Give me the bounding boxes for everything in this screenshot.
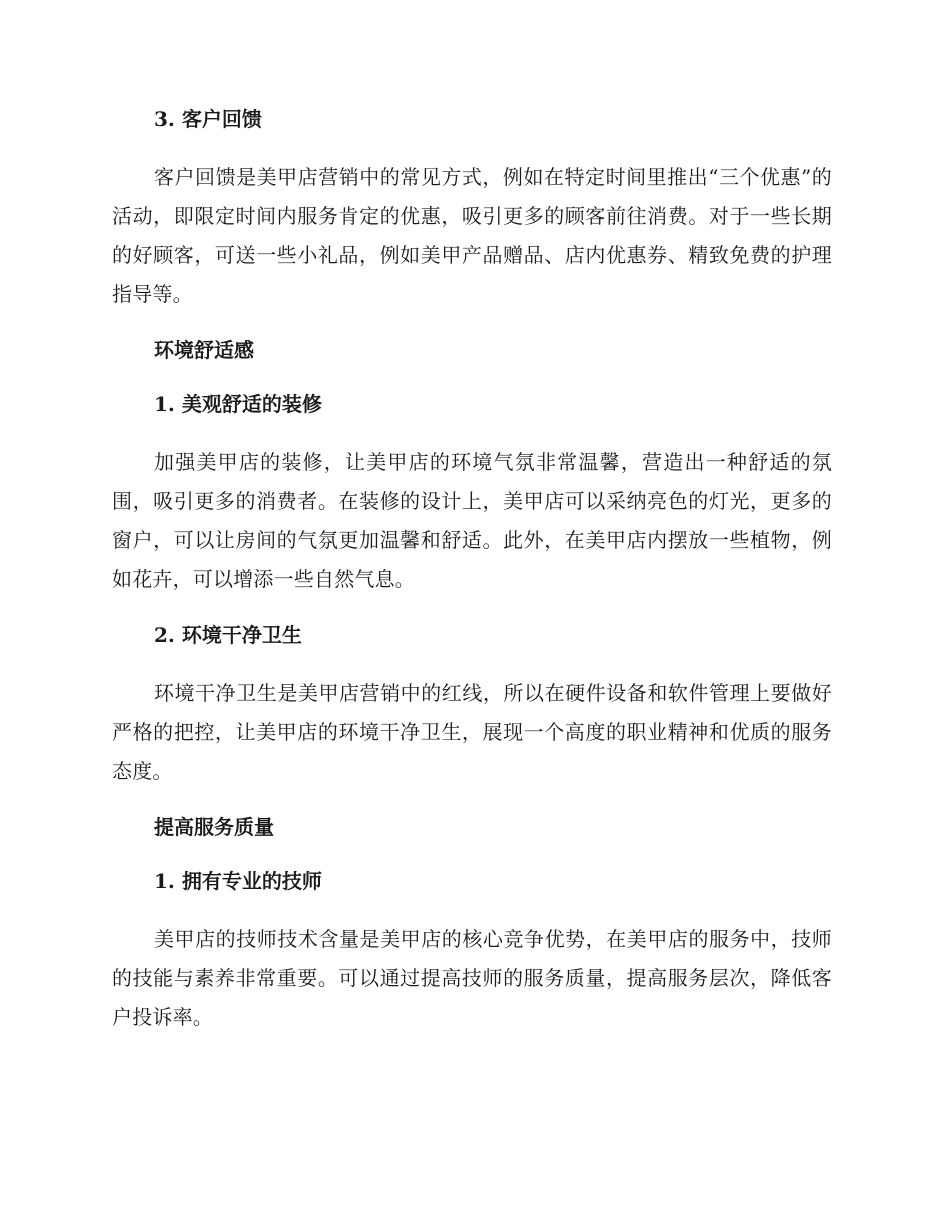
document-body: [112, 104, 832, 1058]
paragraph-decoration: 加强美甲店的装修，让美甲店的环境气氛非常温馨，营造出一种舒适的氛围，吸引更多的消费者。在装修的设计上，美甲店可以采纳亮色的灯光，更多的窗户，可以让房间的气氛更加温馨和舒适。此外，在美甲店内摆放一些植物，例如花卉，可以增添一些自然气息。: [112, 450, 832, 591]
paragraph-customer-feedback: 客户回馈是美甲店营销中的常见方式，例如在特定时间里推出“三个优惠”的活动，即限定时间内服务肯定的优惠，吸引更多的顾客前往消费。对于一些长期的好顾客，可送一些小礼品，例如美甲产品赠品、店内优惠券、精致免费的护理指导等。: [112, 165, 832, 306]
section-heading-hygiene: 2. 环境干净卫生: [154, 623, 302, 647]
section-heading-professional-technicians: 1. 拥有专业的技师: [154, 869, 322, 893]
section-heading-customer-feedback: 3. 客户回馈: [154, 107, 262, 131]
section-heading-environment-comfort: 环境舒适感: [154, 338, 254, 362]
section-heading-service-quality: 提高服务质量: [154, 815, 274, 839]
section-heading-decoration: 1. 美观舒适的装修: [154, 392, 322, 416]
paragraph-hygiene: 环境干净卫生是美甲店营销中的红线，所以在硬件设备和软件管理上要做好严格的把控，让美甲店的环境干净卫生，展现一个高度的职业精神和优质的服务态度。: [112, 681, 832, 783]
paragraph-professional-technicians: 美甲店的技师技术含量是美甲店的核心竞争优势，在美甲店的服务中，技师的技能与素养非常重要。可以通过提高技师的服务质量，提高服务层次，降低客户投诉率。: [112, 927, 832, 1029]
